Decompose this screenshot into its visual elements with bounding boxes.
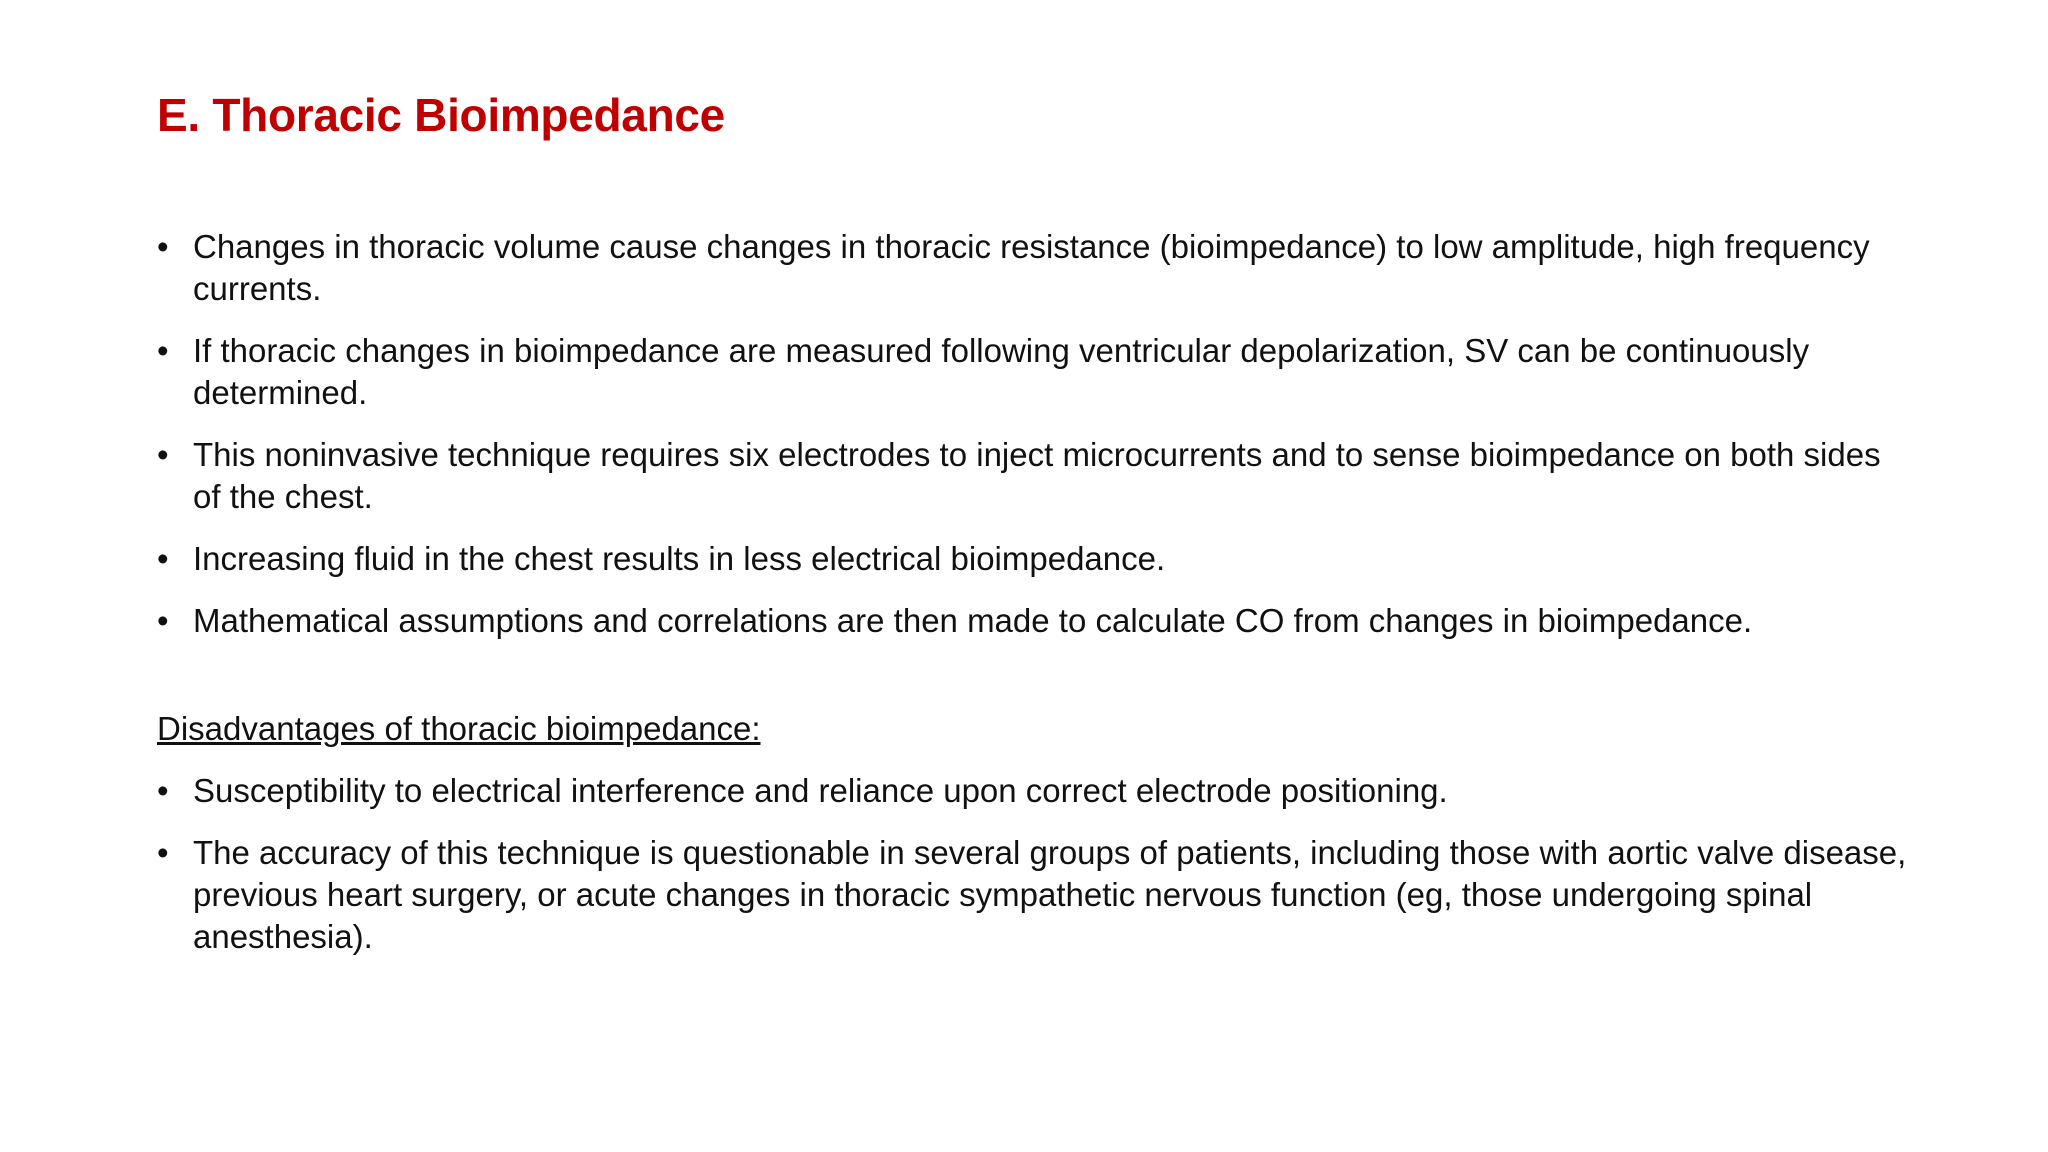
- slide-title: E. Thoracic Bioimpedance: [157, 89, 725, 141]
- bullet-icon: •: [157, 436, 169, 473]
- bullet-text: If thoracic changes in bioimpedance are measured following ventricular depolarization, SV can be continuously determined.: [193, 332, 1810, 411]
- bullet-icon: •: [157, 540, 169, 577]
- bullet-item: [157, 832, 1917, 958]
- bullet-icon: •: [157, 332, 169, 369]
- bullet-item: [157, 600, 1917, 642]
- bullet-item: [157, 434, 1917, 518]
- bullet-text: This noninvasive technique requires six electrodes to inject microcurrents and to sense bioimpedance on both sides of the chest.: [193, 436, 1881, 515]
- bullet-item: [157, 770, 1917, 812]
- bullet-item: [157, 330, 1917, 414]
- bullet-item: [157, 538, 1917, 580]
- bullet-icon: •: [157, 228, 169, 265]
- bullet-text: The accuracy of this technique is questionable in several groups of patients, including those with aortic valve disease, previous heart surgery, or acute changes in thoracic sympathetic nervous function (eg, those undergoing spinal anesthesia).: [193, 834, 1907, 955]
- slide-body: [157, 226, 1917, 978]
- bullet-text: Changes in thoracic volume cause changes in thoracic resistance (bioimpedance) to low amplitude, high frequency currents.: [193, 228, 1870, 307]
- bullet-item: [157, 226, 1917, 310]
- bullet-icon: •: [157, 834, 169, 871]
- bullet-text: Mathematical assumptions and correlations are then made to calculate CO from changes in bioimpedance.: [193, 602, 1753, 639]
- bullet-icon: •: [157, 772, 169, 809]
- disadvantages-list: [157, 770, 1917, 958]
- disadvantages-heading: Disadvantages of thoracic bioimpedance:: [157, 710, 761, 747]
- bullet-list: [157, 226, 1917, 642]
- bullet-text: Increasing fluid in the chest results in less electrical bioimpedance.: [193, 540, 1166, 577]
- bullet-icon: •: [157, 602, 169, 639]
- bullet-text: Susceptibility to electrical interference and reliance upon correct electrode positioning.: [193, 772, 1448, 809]
